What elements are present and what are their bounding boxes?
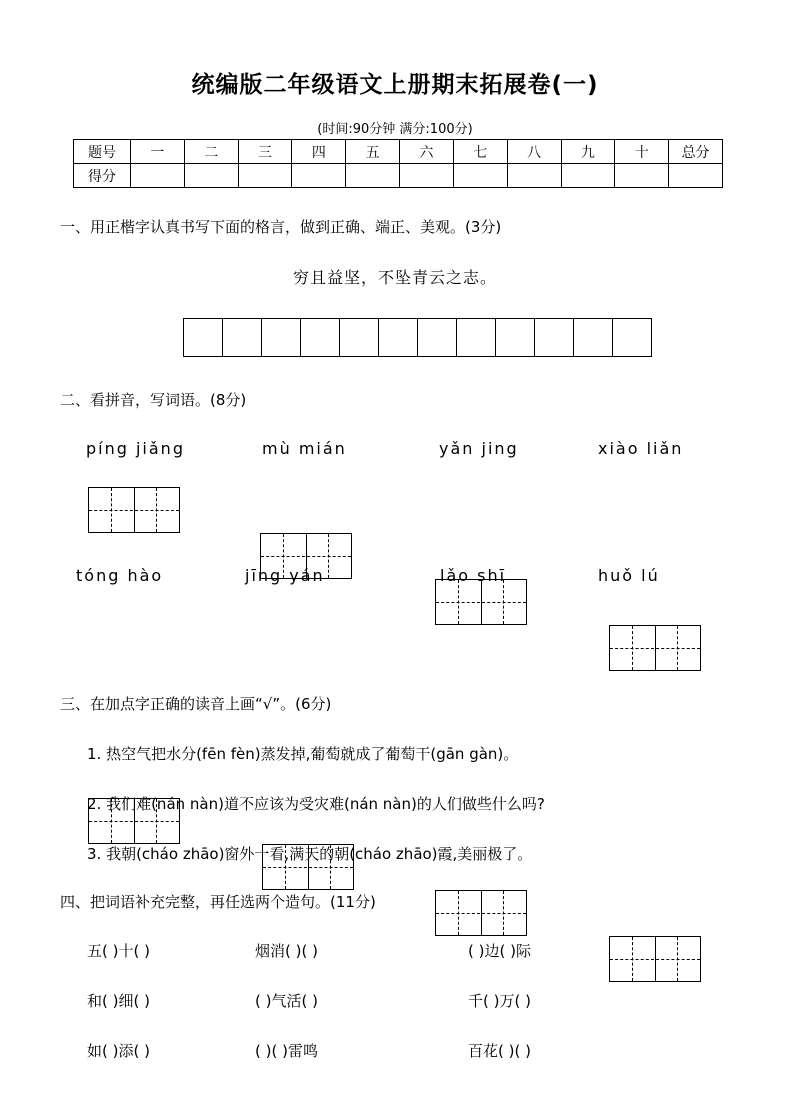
- score-cell[interactable]: [238, 164, 292, 188]
- writing-box[interactable]: [379, 319, 418, 356]
- idiom-blank[interactable]: ( )( )雷鸣: [255, 1042, 318, 1060]
- writing-box[interactable]: [262, 319, 301, 356]
- page-title: 统编版二年级语文上册期末拓展卷(一): [191, 72, 599, 98]
- writing-box[interactable]: [418, 319, 457, 356]
- tianzige-box[interactable]: [88, 487, 180, 533]
- idiom-blank[interactable]: 如( )添( ): [87, 1042, 150, 1060]
- score-table-header-row: [74, 140, 723, 164]
- row-label: 得分: [74, 164, 131, 188]
- header-cell: 三: [238, 140, 292, 164]
- score-cell[interactable]: [507, 164, 561, 188]
- idiom-blank[interactable]: ( )边( )际: [468, 942, 531, 960]
- score-cell[interactable]: [184, 164, 238, 188]
- header-cell: 四: [292, 140, 346, 164]
- pinyin-prompt: xiào liǎn: [598, 439, 684, 458]
- writing-box[interactable]: [457, 319, 496, 356]
- header-cell: 八: [507, 140, 561, 164]
- writing-box[interactable]: [496, 319, 535, 356]
- idiom-blank[interactable]: 百花( )( ): [468, 1042, 531, 1060]
- tianzige-box[interactable]: [609, 625, 701, 671]
- idiom-blank[interactable]: 五( )十( ): [87, 942, 150, 960]
- writing-box[interactable]: [613, 319, 651, 356]
- tianzige-box[interactable]: [435, 890, 527, 936]
- score-cell[interactable]: [615, 164, 669, 188]
- writing-box[interactable]: [301, 319, 340, 356]
- score-cell[interactable]: [400, 164, 454, 188]
- header-cell: 六: [400, 140, 454, 164]
- tianzige-box[interactable]: [435, 579, 527, 625]
- header-cell: 十: [615, 140, 669, 164]
- idiom-blank[interactable]: 烟消( )( ): [255, 942, 318, 960]
- pinyin-prompt: lǎo shī: [440, 566, 507, 585]
- writing-box[interactable]: [535, 319, 574, 356]
- score-cell[interactable]: [669, 164, 723, 188]
- score-cell[interactable]: [292, 164, 346, 188]
- question-4-heading: 四、把词语补充完整，再任选两个造句。(11分): [60, 893, 376, 911]
- score-cell[interactable]: [561, 164, 615, 188]
- question-3-item: 1. 热空气把水分(fēn fèn)蒸发掉,葡萄就成了葡萄干(gān gàn)。: [87, 745, 519, 763]
- score-table-score-row: [74, 164, 723, 188]
- header-cell: 题号: [74, 140, 131, 164]
- writing-box[interactable]: [223, 319, 262, 356]
- writing-box[interactable]: [184, 319, 223, 356]
- idiom-blank[interactable]: 和( )细( ): [87, 992, 150, 1010]
- header-cell: 一: [131, 140, 185, 164]
- question-2-heading: 二、看拼音，写词语。(8分): [60, 391, 247, 409]
- idiom-blank[interactable]: ( )气活( ): [255, 992, 318, 1010]
- pinyin-prompt: huǒ lú: [598, 566, 660, 585]
- pinyin-prompt: jīng yán: [245, 566, 325, 585]
- writing-box-row: [183, 318, 652, 357]
- motto-text: 穷且益坚，不坠青云之志。: [292, 268, 497, 287]
- pinyin-prompt: yǎn jing: [439, 439, 519, 458]
- question-3-item: 2. 我们难(nán nàn)道不应该为受灾难(nán nàn)的人们做些什么吗?: [87, 795, 545, 813]
- pinyin-prompt: píng jiǎng: [86, 439, 185, 458]
- header-cell: 七: [453, 140, 507, 164]
- header-cell: 五: [346, 140, 400, 164]
- writing-box[interactable]: [574, 319, 613, 356]
- header-cell: 总分: [669, 140, 723, 164]
- writing-box[interactable]: [340, 319, 379, 356]
- question-1-heading: 一、用正楷字认真书写下面的格言，做到正确、端正、美观。(3分): [60, 218, 502, 236]
- header-cell: 二: [184, 140, 238, 164]
- score-table: [73, 139, 723, 188]
- score-cell[interactable]: [346, 164, 400, 188]
- score-cell[interactable]: [453, 164, 507, 188]
- score-cell[interactable]: [131, 164, 185, 188]
- tianzige-box[interactable]: [609, 936, 701, 982]
- question-3-item: 3. 我朝(cháo zhāo)窗外一看,满天的朝(cháo zhāo)霞,美丽极了。: [87, 845, 533, 863]
- question-3-heading: 三、在加点字正确的读音上画“√”。(6分): [60, 695, 332, 713]
- exam-info: (时间:90分钟 满分:100分): [317, 122, 473, 137]
- header-cell: 九: [561, 140, 615, 164]
- pinyin-prompt: mù mián: [262, 439, 347, 458]
- idiom-blank[interactable]: 千( )万( ): [468, 992, 531, 1010]
- pinyin-prompt: tóng hào: [76, 566, 164, 585]
